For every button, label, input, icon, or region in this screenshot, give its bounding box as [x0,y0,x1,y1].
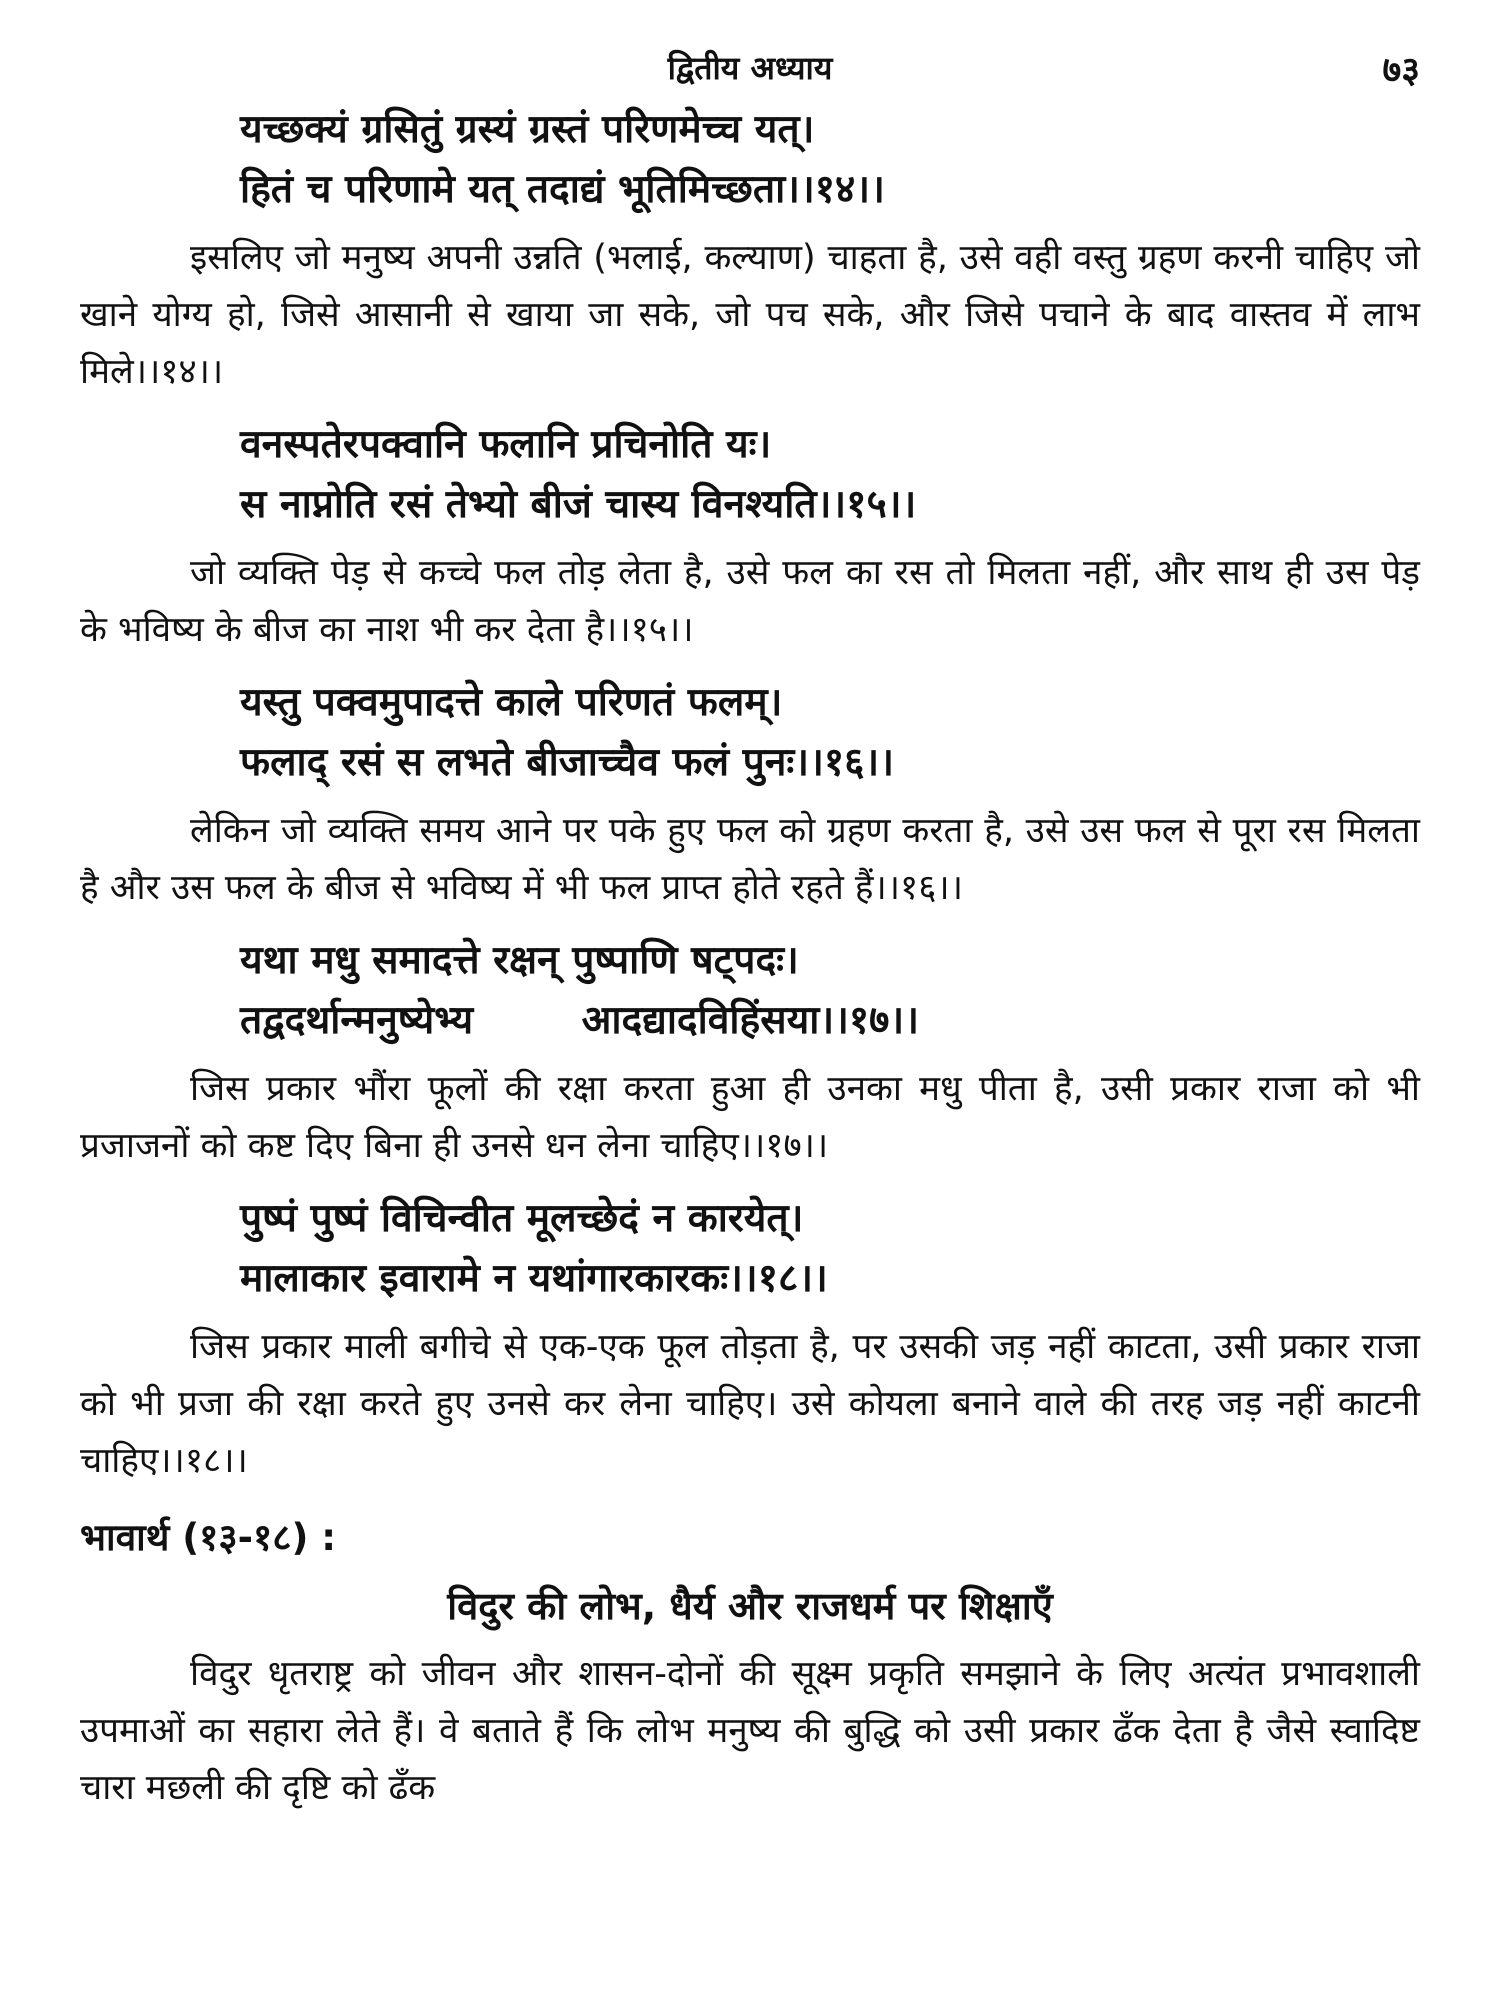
explanation-17: जिस प्रकार भौंरा फूलों की रक्षा करता हुआ ही उनका मधु पीता है, उसी प्रकार राजा को भी प्रजाजनों को कष्ट दिए बिना ही उनसे धन लेना चाहिए।।१७।। [80,1069,1420,1166]
shloka-line: स नाप्नोति रसं तेभ्यो बीजं चास्य विनश्यति।।१५।। [240,482,917,527]
shloka-line: यच्छक्यं ग्रसितुं ग्रस्यं ग्रस्तं परिणमेच्च यत्। [240,107,815,152]
explanation-15: जो व्यक्ति पेड़ से कच्चे फल तोड़ लेता है, उसे फल का रस तो मिलता नहीं, और साथ ही उस पेड़ के भविष्य के बीज का नाश भी कर देता है।।१५।। [80,553,1420,650]
shloka-line: हितं च परिणामे यत् तदाद्यं भूतिमिच्छता।।१४।। [240,167,885,212]
explanation-18: जिस प्रकार माली बगीचे से एक-एक फूल तोड़ता है, पर उसकी जड़ नहीं काटता, उसी प्रकार राजा को भी प्रजा की रक्षा करते हुए उनसे कर लेना चाहिए। उसे कोयला बनाने वाले की तरह जड़ नहीं काटनी चाहिए।।१८।। [80,1327,1420,1481]
bhavarth-heading: भावार्थ (१३-१८) : [80,1516,337,1559]
section-title: विदुर की लोभ, धैर्य और राजधर्म पर शिक्षाएँ [447,1584,1053,1628]
shloka-line: पुष्पं पुष्पं विचिन्वीत मूलच्छेदं न कारयेत्। [240,1196,804,1241]
shloka-15 [80,415,1420,535]
shloka-line: यस्तु पक्वमुपादत्ते काले परिणतं फलम्। [240,680,783,725]
page-header [80,40,1420,94]
shloka-line: यथा मधु समादत्ते रक्षन् पुष्पाणि षट्पदः। [240,938,799,983]
shloka-14 [80,100,1420,220]
shloka-line: मालाकार इवारामे न यथांगारकारकः।।१८।। [240,1256,828,1301]
explanation-14: इसलिए जो मनुष्य अपनी उन्नति (भलाई, कल्याण) चाहता है, उसे वही वस्तु ग्रहण करनी चाहिए जो खाने योग्य हो, जिसे आसानी से खाया जा सके, जो पच सके, और जिसे पचाने के बाद वास्तव में लाभ मिले।।१४।। [80,238,1420,392]
shloka-line: फलाद् रसं स लभते बीजाच्चैव फलं पुनः।।१६।। [240,740,894,785]
explanation-16: लेकिन जो व्यक्ति समय आने पर पके हुए फल को ग्रहण करता है, उसे उस फल से पूरा रस मिलता है और उस फल के बीज से भविष्य में भी फल प्राप्त होते रहते हैं।।१६।। [80,811,1420,908]
final-paragraph: विदुर धृतराष्ट्र को जीवन और शासन-दोनों की सूक्ष्म प्रकृति समझाने के लिए अत्यंत प्रभावशाली उपमाओं का सहारा लेते हैं। वे बताते हैं कि लोभ मनुष्य की बुद्धि को उसी प्रकार ढँक देता है जैसे स्वादिष्ट चारा मछली की दृष्टि को ढँक [80,1654,1420,1808]
shloka-line: वनस्पतेरपक्वानि फलानि प्रचिनोति यः। [240,422,772,467]
page-number: ७३ [1382,50,1420,91]
shloka-line: तद्वदर्थान्मनुष्येभ्य आदद्यादविहिंसया।।१७।। [240,998,919,1043]
shloka-17 [80,931,1420,1051]
shloka-18 [80,1189,1420,1309]
chapter-title: द्वितीय अध्याय [667,49,833,87]
shloka-16 [80,673,1420,793]
